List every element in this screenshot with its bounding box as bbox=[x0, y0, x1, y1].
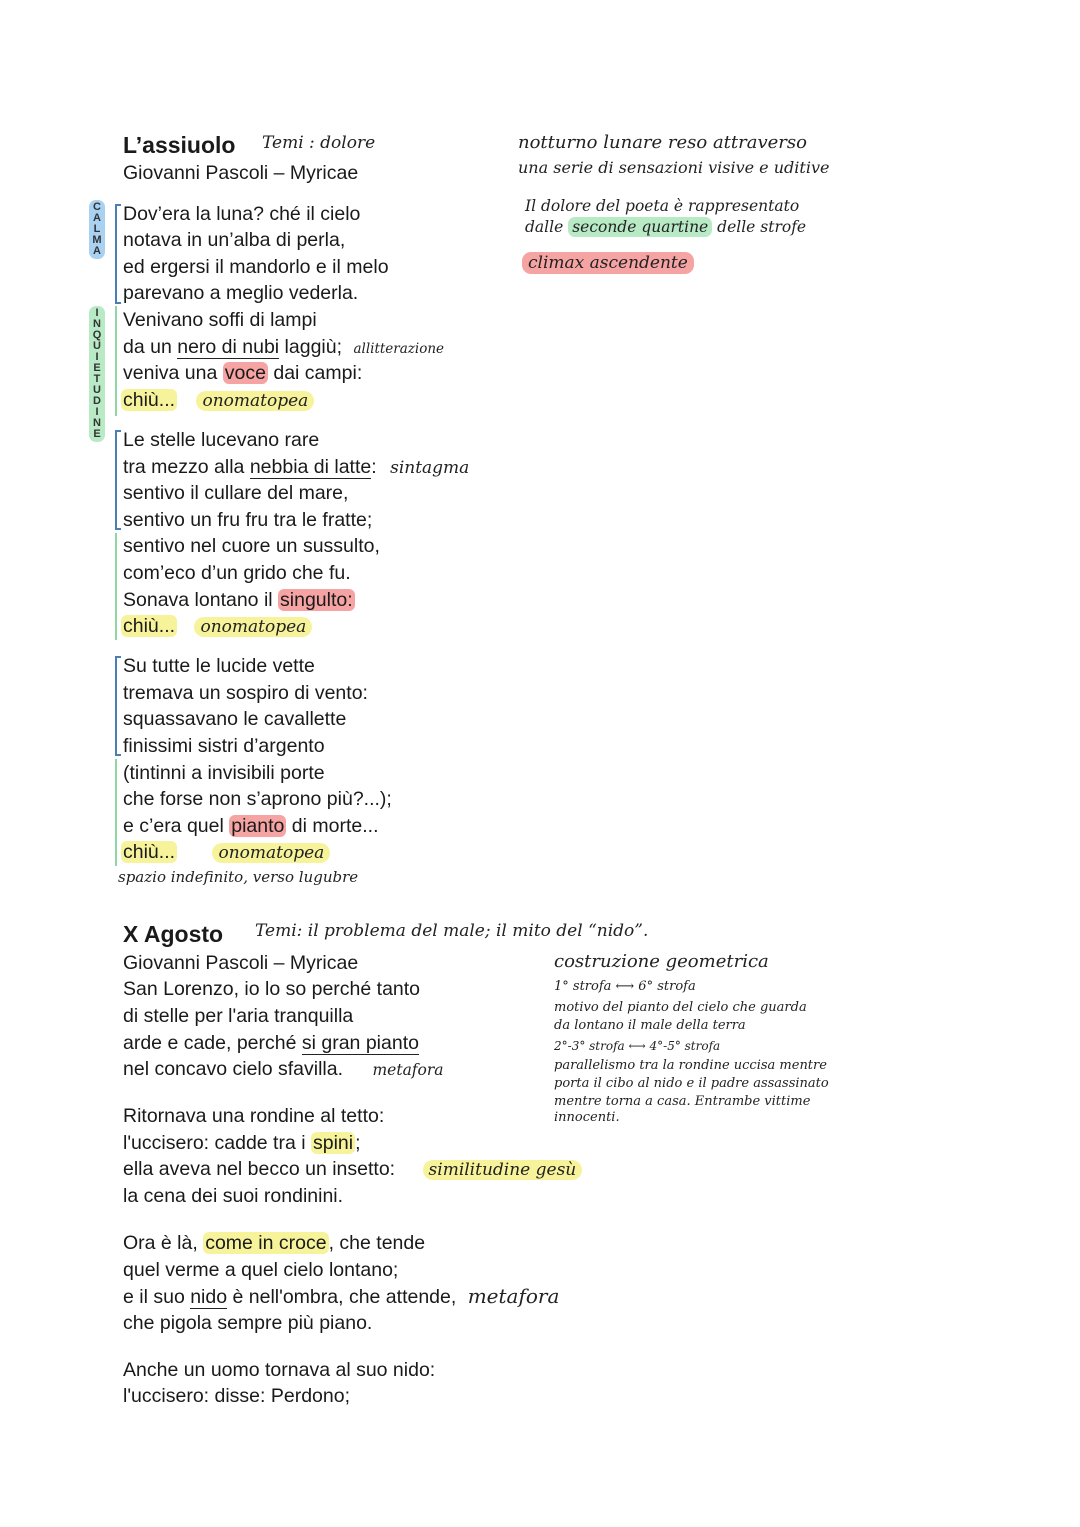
verse-line: l'uccisero: disse: Perdono; bbox=[123, 1385, 351, 1407]
highlight-chiu: chiù... bbox=[123, 615, 176, 637]
verse-line: veniva una voce dai campi: bbox=[123, 362, 363, 384]
note-mentre-torna: mentre torna a casa. Entrambe vittime bbox=[554, 1094, 811, 1109]
annotation-onomatopea: onomatopea bbox=[196, 391, 314, 411]
annotation-spazio-indefinito: spazio indefinito, verso lugubre bbox=[118, 868, 359, 886]
annotation-similitudine: similitudine gesù bbox=[423, 1160, 583, 1180]
bracket-stanza1-second bbox=[115, 306, 117, 416]
highlight-come-in-croce: come in croce bbox=[205, 1232, 327, 1254]
verse-line: nel concavo cielo sfavilla. metafora bbox=[123, 1058, 444, 1080]
side-label-calma: C A L M A bbox=[89, 200, 105, 259]
annotation-allitterazione: allitterazione bbox=[353, 341, 445, 357]
verse-line bbox=[121, 613, 312, 641]
bracket-stanza1-first bbox=[115, 204, 121, 304]
note-lontano: da lontano il male della terra bbox=[554, 1018, 746, 1033]
underlined-phrase: nero di nubi bbox=[177, 336, 280, 358]
verse-line: Ritornava una rondine al tetto: bbox=[123, 1105, 385, 1127]
themes-note-assiuolo: Temi : dolore bbox=[262, 133, 376, 153]
highlight-singulto: singulto: bbox=[280, 589, 353, 611]
annotation-onomatopea: onomatopea bbox=[212, 843, 330, 863]
poem-title-assiuolo: L’assiuolo bbox=[123, 132, 236, 158]
side-label-inquietudine: I N Q U I E T U D I N E bbox=[89, 306, 105, 442]
note-strofe-1-6: 1° strofa ⟷ 6° strofa bbox=[554, 979, 696, 994]
note-costruzione: costruzione geometrica bbox=[554, 951, 769, 972]
poem-title-x-agosto: X Agosto bbox=[123, 921, 224, 947]
verse-line: ella aveva nel becco un insetto: similitudine gesù bbox=[123, 1156, 582, 1184]
bracket-stanza3-first bbox=[115, 656, 121, 756]
verse-line bbox=[121, 839, 330, 867]
verse-line: com’eco d’un grido che fu. bbox=[123, 562, 351, 584]
verse-line: Ora è là, come in croce , che tende bbox=[123, 1232, 426, 1254]
verse-line: parevano a meglio vederla. bbox=[123, 282, 359, 304]
verse-line: quel verme a quel cielo lontano; bbox=[123, 1259, 399, 1281]
note-parallelismo: parallelismo tra la rondine uccisa mentre bbox=[554, 1058, 827, 1073]
verse-line: Le stelle lucevano rare bbox=[123, 429, 320, 451]
verse-line: (tintinni a invisibili porte bbox=[123, 762, 325, 784]
bracket-stanza3-second bbox=[115, 759, 117, 866]
verse-line: sentivo nel cuore un sussulto, bbox=[123, 535, 380, 557]
verse-line: Anche un uomo tornava al suo nido: bbox=[123, 1359, 436, 1381]
note-dolore: Il dolore del poeta è rappresentato bbox=[525, 197, 800, 215]
verse-line: ed ergersi il mandorlo e il melo bbox=[123, 256, 389, 278]
note-sensazioni: una serie di sensazioni visive e uditive bbox=[518, 158, 830, 177]
note-porta-cibo: porta il cibo al nido e il padre assassinato bbox=[554, 1076, 829, 1091]
annotation-onomatopea: onomatopea bbox=[194, 617, 312, 637]
highlight-seconde-quartine: seconde quartine bbox=[568, 217, 712, 237]
annotation-metafora: metafora bbox=[372, 1061, 444, 1079]
verse-line: di stelle per l'aria tranquilla bbox=[123, 1005, 354, 1027]
verse-line: arde e cade, perché si gran pianto bbox=[123, 1032, 419, 1054]
annotation-sintagma: sintagma bbox=[390, 458, 470, 478]
author-line-assiuolo: Giovanni Pascoli – Myricae bbox=[123, 162, 359, 184]
bracket-stanza2-second bbox=[115, 533, 117, 640]
underlined-phrase: si gran pianto bbox=[301, 1032, 419, 1054]
bracket-stanza2-first bbox=[115, 430, 121, 530]
highlight-chiu: chiù... bbox=[123, 841, 176, 863]
verse-line: da un nero di nubi laggiù; allitterazione bbox=[123, 336, 445, 358]
underlined-phrase: nido bbox=[190, 1286, 228, 1308]
verse-line: tremava un sospiro di vento: bbox=[123, 682, 368, 704]
note-innocenti: innocenti. bbox=[554, 1110, 620, 1125]
verse-line: Dov’era la luna? ché il cielo bbox=[123, 203, 361, 225]
highlight-spini: spini bbox=[312, 1132, 354, 1154]
verse-line: sentivo il cullare del mare, bbox=[123, 482, 349, 504]
verse-line: finissimi sistri d’argento bbox=[123, 735, 325, 757]
verse-line: che forse non s’aprono più?...); bbox=[123, 788, 392, 810]
note-motivo: motivo del pianto del cielo che guarda bbox=[554, 1000, 807, 1015]
note-strofe-2-5: 2°-3° strofa ⟷ 4°-5° strofa bbox=[554, 1039, 721, 1053]
verse-line: che pigola sempre più piano. bbox=[123, 1312, 373, 1334]
verse-line: Su tutte le lucide vette bbox=[123, 655, 315, 677]
author-line-x-agosto: Giovanni Pascoli – Myricae bbox=[123, 952, 359, 974]
underlined-phrase: nebbia di latte bbox=[249, 456, 372, 478]
highlight-voce: voce bbox=[224, 362, 266, 384]
note-notturno: notturno lunare reso attraverso bbox=[518, 132, 807, 153]
verse-line: e il suo nido è nell'ombra, che attende, metafora bbox=[123, 1284, 560, 1308]
verse-line bbox=[121, 387, 314, 415]
verse-line: sentivo un fru fru tra le fratte; bbox=[123, 509, 373, 531]
verse-line: la cena dei suoi rondinini. bbox=[123, 1185, 344, 1207]
verse-line: Sonava lontano il singulto: bbox=[123, 589, 353, 611]
verse-line: tra mezzo alla nebbia di latte: sintagma bbox=[123, 456, 470, 478]
note-climax: climax ascendente bbox=[522, 252, 694, 274]
verse-line: San Lorenzo, io lo so perché tanto bbox=[123, 978, 421, 1000]
note-seconde-quartine: dalle seconde quartine delle strofe bbox=[525, 218, 807, 236]
verse-line: Venivano soffi di lampi bbox=[123, 309, 317, 331]
verse-line: notava in un’alba di perla, bbox=[123, 229, 346, 251]
verse-line: l'uccisero: cadde tra i spini ; bbox=[123, 1132, 361, 1154]
highlight-chiu: chiù... bbox=[123, 389, 176, 411]
annotation-metafora: metafora bbox=[467, 1284, 560, 1308]
verse-line: squassavano le cavallette bbox=[123, 708, 347, 730]
themes-note-x-agosto: Temi: il problema del male; il mito del “nido”. bbox=[255, 921, 649, 941]
verse-line: e c’era quel pianto di morte... bbox=[123, 815, 379, 837]
highlight-pianto: pianto bbox=[231, 815, 285, 837]
